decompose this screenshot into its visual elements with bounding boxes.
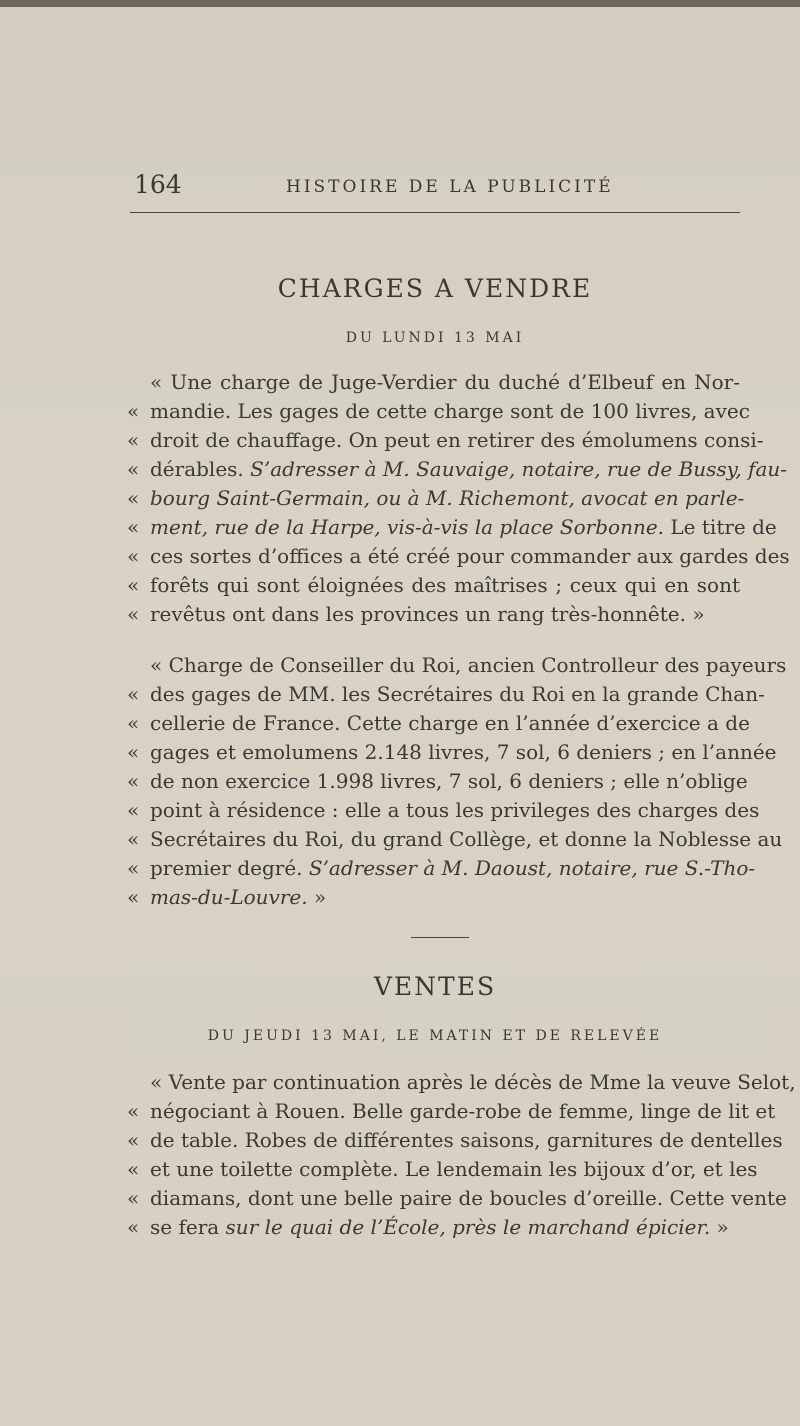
roman-text: « Vente par continuation après le décès de Mme la veuve Selot, <box>150 1070 796 1094</box>
guillemet-marker: « <box>127 682 140 706</box>
roman-text: des gages de MM. les Secrétaires du Roi en la grande Chan- <box>150 682 765 706</box>
guillemet-marker: « <box>127 515 140 539</box>
text-line <box>127 1213 740 1242</box>
roman-text: se fera <box>150 1215 226 1239</box>
line-text <box>150 1184 787 1213</box>
guillemet-marker: « <box>127 602 140 626</box>
guillemet-marker: « <box>127 1186 140 1210</box>
text-line <box>127 1184 787 1213</box>
line-text <box>150 455 788 484</box>
line-text <box>150 883 740 912</box>
guillemet-marker: « <box>127 428 140 452</box>
line-text <box>150 738 777 767</box>
guillemet-marker: « <box>127 798 140 822</box>
roman-text: « Charge de Conseiller du Roi, ancien Controlleur des payeurs <box>150 653 787 677</box>
line-text <box>150 1213 740 1242</box>
line-text <box>150 854 756 883</box>
page-top-edge <box>0 0 800 7</box>
guillemet-marker: « <box>127 827 140 851</box>
text-line <box>127 484 745 513</box>
section-subtitle-ventes: DU JEUDI 13 MAI, LE MATIN ET DE RELEVÉE <box>207 1028 663 1044</box>
line-text <box>150 767 748 796</box>
text-line <box>127 600 740 629</box>
text-line <box>127 680 765 709</box>
guillemet-marker: « <box>127 1099 140 1123</box>
line-text <box>150 825 783 854</box>
roman-text: de table. Robes de différentes saisons, garnitures de dentelles <box>150 1128 783 1152</box>
roman-text: de non exercice 1.998 livres, 7 sol, 6 deniers ; elle n’oblige <box>150 769 748 793</box>
line-text <box>150 397 750 426</box>
line-text <box>150 571 740 600</box>
guillemet-marker: « <box>127 856 140 880</box>
roman-text: forêts qui sont éloignées des maîtrises ; ceux qui en sont <box>150 573 740 597</box>
text-line <box>127 651 787 680</box>
roman-text: « Une charge de Juge-Verdier du duché d’Elbeuf en Nor- <box>150 370 740 394</box>
page-number: 164 <box>134 170 182 199</box>
guillemet-marker: « <box>127 457 140 481</box>
text-line <box>127 1097 776 1126</box>
guillemet-marker: « <box>127 573 140 597</box>
paragraph-juge-verdier <box>127 368 790 629</box>
text-line <box>127 825 783 854</box>
line-text <box>150 1126 783 1155</box>
roman-text: gages et emolumens 2.148 livres, 7 sol, 6 deniers ; en l’année <box>150 740 777 764</box>
roman-text: droit de chauffage. On peut en retirer des émolumens consi- <box>150 428 764 452</box>
italic-text: bourg Saint-Germain, ou à M. Richemont, avocat en parle- <box>150 486 745 510</box>
section-subtitle-charges: DU LUNDI 13 MAI <box>345 330 525 346</box>
guillemet-marker: « <box>127 769 140 793</box>
roman-text: et une toilette complète. Le lendemain les bijoux d’or, et les <box>150 1157 758 1181</box>
roman-text: Secrétaires du Roi, du grand Collège, et donne la Noblesse au <box>150 827 783 851</box>
section-title-ventes: VENTES <box>373 972 497 1001</box>
guillemet-marker: « <box>127 544 140 568</box>
guillemet-marker: « <box>127 711 140 735</box>
line-text <box>150 368 740 397</box>
text-line <box>127 397 750 426</box>
guillemet-marker: « <box>127 1215 140 1239</box>
line-text <box>150 513 777 542</box>
roman-text: diamans, dont une belle paire de boucles d’oreille. Cette vente <box>150 1186 787 1210</box>
line-text <box>150 1155 758 1184</box>
text-line <box>127 709 750 738</box>
text-line <box>127 513 777 542</box>
line-text <box>150 796 760 825</box>
roman-text: premier degré. <box>150 856 309 880</box>
guillemet-marker: « <box>127 486 140 510</box>
section-separator <box>411 937 469 938</box>
roman-text: mandie. Les gages de cette charge sont de 100 livres, avec <box>150 399 750 423</box>
paragraph-vente-selot <box>127 1068 796 1242</box>
italic-text: S’adresser à M. Daoust, notaire, rue S.-Tho- <box>308 856 756 880</box>
line-text <box>150 600 740 629</box>
text-line <box>127 542 790 571</box>
roman-text: dérables. <box>150 457 251 481</box>
line-text <box>150 1068 796 1097</box>
line-text <box>150 542 790 571</box>
guillemet-marker: « <box>127 399 140 423</box>
italic-text: ment, rue de la Harpe, vis-à-vis la place Sorbonne. <box>150 515 665 539</box>
roman-text: cellerie de France. Cette charge en l’année d’exercice a de <box>150 711 750 735</box>
roman-text: Le titre de <box>664 515 777 539</box>
italic-text: sur le quai de l’École, près le marchand épicier. <box>225 1215 711 1239</box>
text-line <box>127 796 760 825</box>
running-header <box>0 170 800 210</box>
text-line <box>127 1155 758 1184</box>
text-line <box>127 571 740 600</box>
guillemet-marker: « <box>127 1157 140 1181</box>
paragraph-conseiller <box>127 651 787 912</box>
roman-text: » <box>710 1215 729 1239</box>
roman-text: négociant à Rouen. Belle garde-robe de femme, linge de lit et <box>150 1099 776 1123</box>
line-text <box>150 484 745 513</box>
running-title: HISTOIRE DE LA PUBLICITÉ <box>286 177 614 197</box>
guillemet-marker: « <box>127 1128 140 1152</box>
line-text <box>150 1097 776 1126</box>
line-text <box>150 680 765 709</box>
guillemet-marker: « <box>127 740 140 764</box>
roman-text: ces sortes d’offices a été créé pour commander aux gardes des <box>150 544 790 568</box>
text-line <box>127 455 788 484</box>
text-line <box>127 883 740 912</box>
guillemet-marker: « <box>127 885 140 909</box>
text-line <box>127 1126 783 1155</box>
text-line <box>127 738 777 767</box>
italic-text: mas-du-Louvre. <box>150 885 308 909</box>
text-line <box>127 767 748 796</box>
roman-text: point à résidence : elle a tous les privileges des charges des <box>150 798 760 822</box>
text-line <box>127 426 764 455</box>
header-rule <box>130 212 740 213</box>
line-text <box>150 426 764 455</box>
section-title-charges: CHARGES A VENDRE <box>277 274 593 303</box>
line-text <box>150 651 787 680</box>
italic-text: S’adresser à M. Sauvaige, notaire, rue de Bussy, fau- <box>250 457 788 481</box>
roman-text: revêtus ont dans les provinces un rang très-honnête. » <box>150 602 705 626</box>
text-line <box>127 854 756 883</box>
line-text <box>150 709 750 738</box>
text-line <box>127 1068 796 1097</box>
roman-text: » <box>307 885 327 909</box>
text-line <box>127 368 740 397</box>
